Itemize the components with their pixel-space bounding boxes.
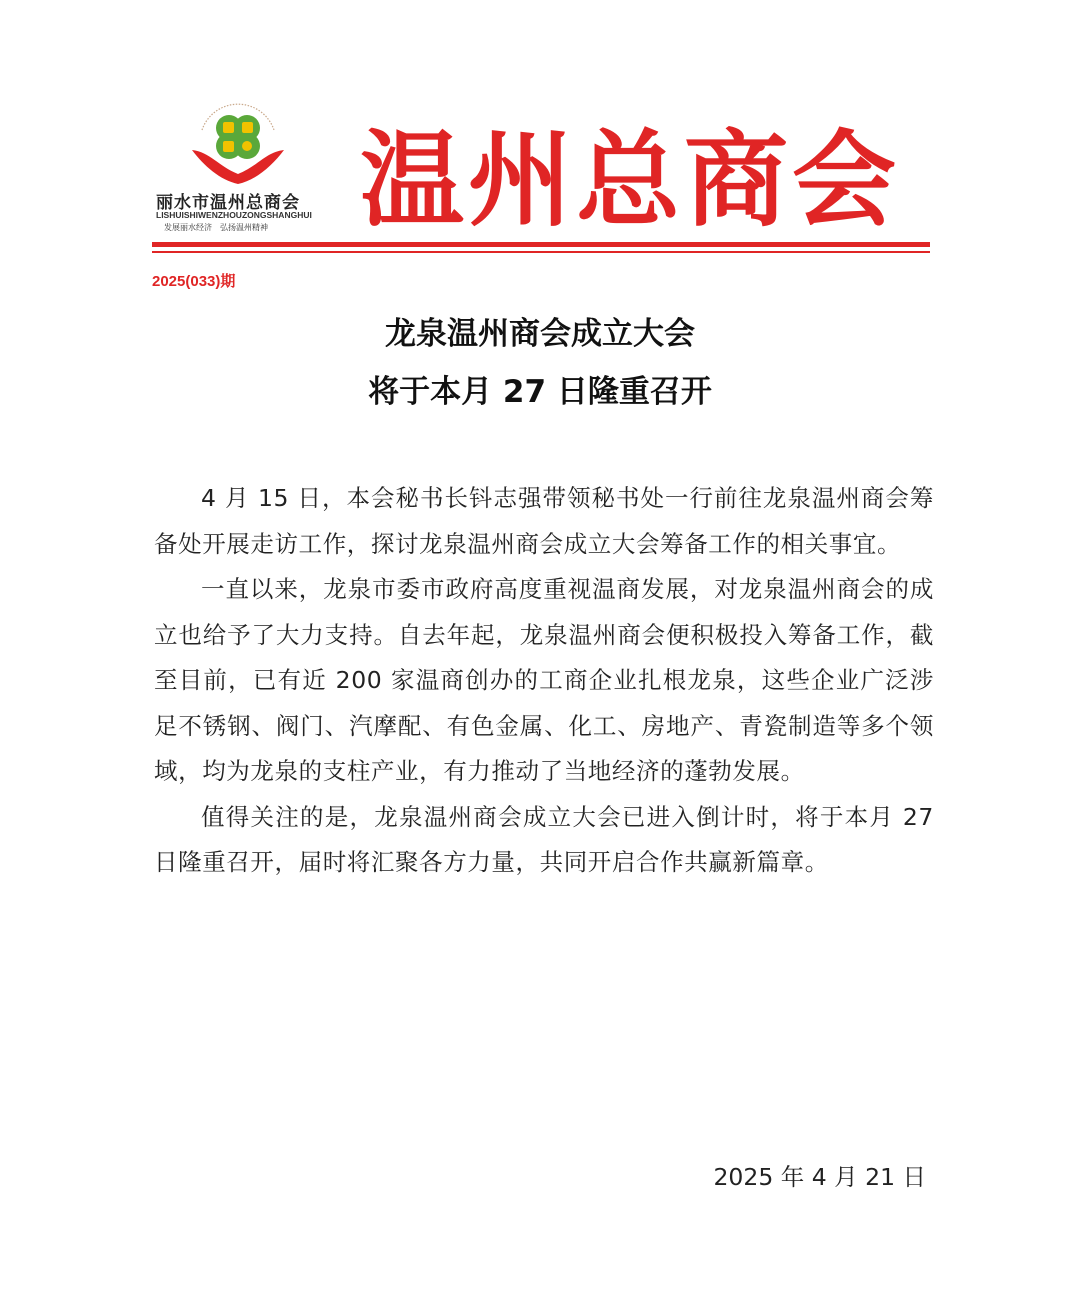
logo-pinyin-name: LISHUISHIWENZHOUZONGSHANGHUI — [156, 210, 312, 220]
chamber-logo — [150, 100, 340, 240]
article-body — [154, 476, 934, 886]
publish-date: 2025 年 4 月 21 日 — [713, 1163, 926, 1191]
issue-number: 2025(033)期 — [152, 273, 236, 290]
masthead-rule-thick — [152, 242, 930, 247]
paragraph-support: 一直以来，龙泉市委市政府高度重视温商发展，对龙泉温州商会的成立也给予了大力支持。自去年起，龙泉温州商会便积极投入筹备工作，截至目前，已有近 200 家温商创办的工商企业扎根龙泉，这些企业广泛涉足不锈钢、阀门、汽摩配、有色金属、化工、房地产、青瓷制造等多个领域，均为龙泉的支柱产业，有力推动了当地经济的蓬勃发展。 — [154, 575, 934, 785]
masthead-title: 温州总商会 — [360, 118, 901, 241]
logo-chinese-name: 丽水市温州总商会 — [156, 193, 300, 213]
headline-line-2: 将于本月 27 日隆重召开 — [368, 374, 712, 410]
headline-line-1: 龙泉温州商会成立大会 — [385, 316, 695, 352]
paragraph-countdown: 值得关注的是，龙泉温州商会成立大会已进入倒计时，将于本月 27 日隆重召开，届时将汇聚各方力量，共同开启合作共赢新篇章。 — [154, 802, 934, 876]
logo-slogan: 发展丽水经济 弘扬温州精神 — [164, 223, 268, 232]
masthead-rule-thin — [152, 251, 930, 253]
chamber-emblem-icon — [188, 100, 288, 186]
paragraph-visit: 4 月 15 日，本会秘书长钭志强带领秘书处一行前往龙泉温州商会筹备处开展走访工作，探讨龙泉温州商会成立大会筹备工作的相关事宜。 — [154, 484, 934, 558]
